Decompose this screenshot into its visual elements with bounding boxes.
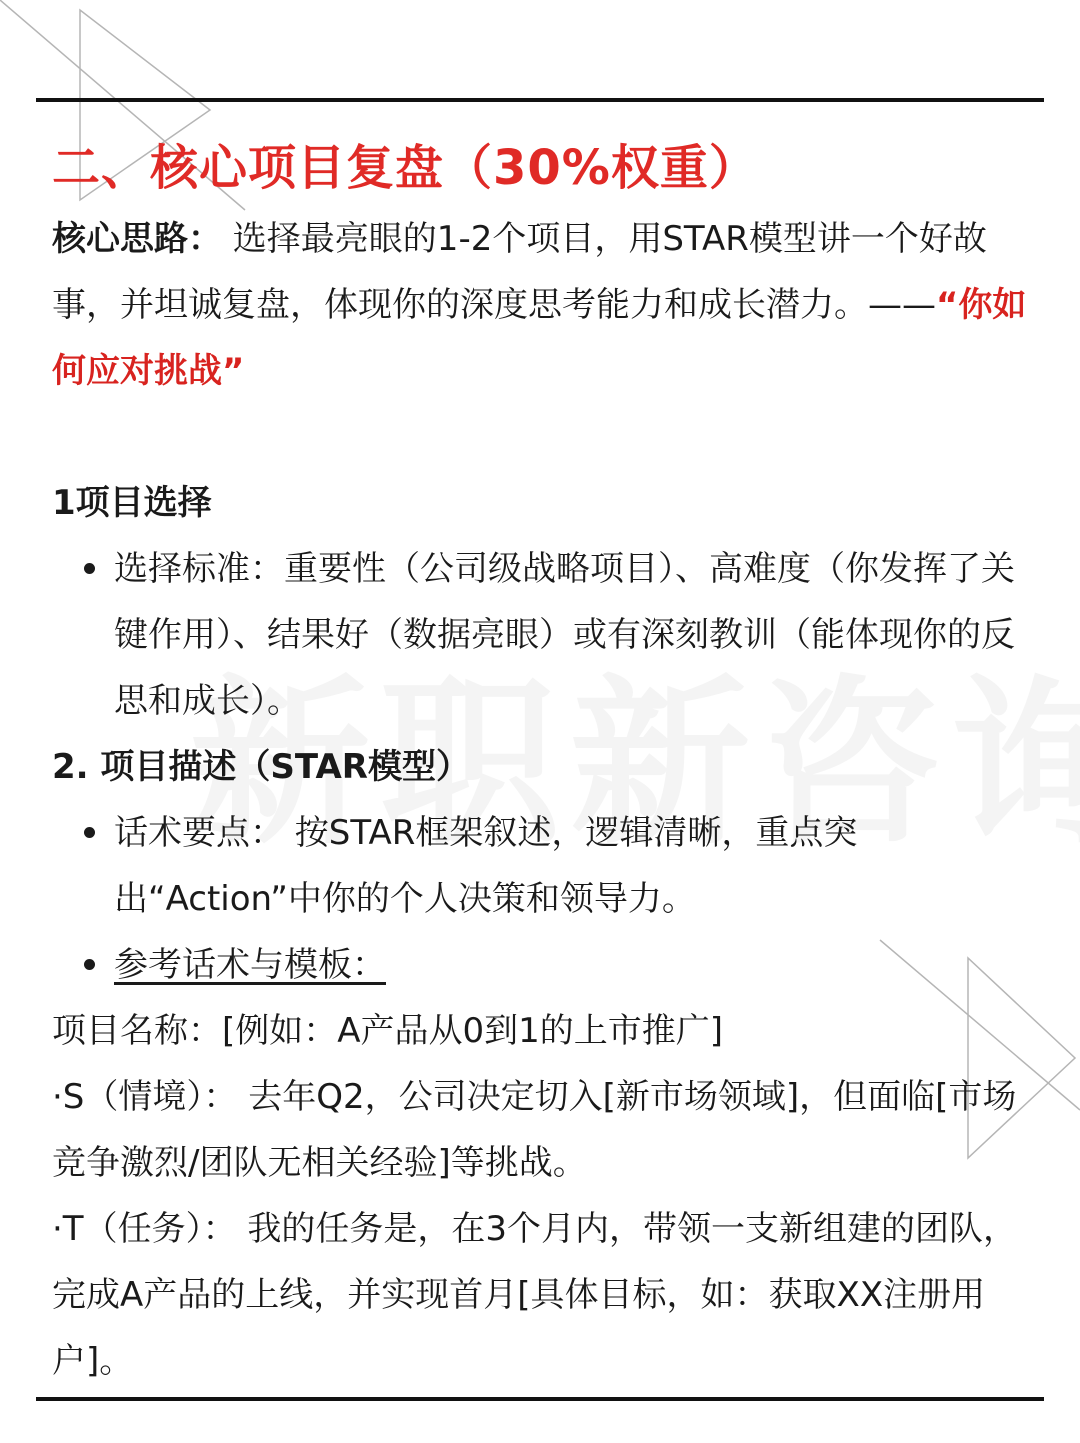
template-project-name: 项目名称：[例如：A产品从0到1的上市推广] [52, 1011, 724, 1051]
section2-heading: 2. 项目描述（STAR模型） [52, 747, 470, 787]
intro-paragraph [52, 206, 1037, 404]
section2-bullet-talking-points: 话术要点： 按STAR框架叙述，逻辑清晰，重点突出“Action”中你的个人决策和领导力。 [114, 800, 1037, 932]
top-divider [36, 98, 1044, 102]
template-heading-underlined: 参考话术与模板： [114, 945, 386, 985]
section2-list [52, 800, 1037, 998]
spacer [52, 404, 1037, 470]
main-content [52, 130, 1037, 1394]
intro-label: 核心思路： [52, 219, 222, 259]
template-s-line: ·S（情境）： 去年Q2，公司决定切入[新市场领域]，但面临[市场竞争激烈/团队无相关经验]等挑战。 [52, 1077, 1017, 1183]
section1-heading: 1项目选择 [52, 483, 212, 523]
section1-bullet: 选择标准：重要性（公司级战略项目）、高难度（你发挥了关键作用）、结果好（数据亮眼）或有深刻教训（能体现你的反思和成长）。 [114, 536, 1037, 734]
section2-bullet-template-heading [114, 932, 1037, 998]
template-t-line: ·T（任务）： 我的任务是，在3个月内，带领一支新组建的团队，完成A产品的上线，并实现首月[具体目标，如：获取XX注册用户]。 [52, 1209, 1018, 1381]
bottom-divider [36, 1397, 1044, 1401]
page-title: 二、核心项目复盘（30%权重） [52, 140, 758, 196]
section1-list [52, 536, 1037, 734]
intro-text: 选择最亮眼的1-2个项目，用STAR模型讲一个好故事，并坦诚复盘，体现你的深度思考能力和成长潜力。—— [52, 219, 987, 325]
intro-highlight: “你如何应对挑战” [52, 285, 1027, 391]
